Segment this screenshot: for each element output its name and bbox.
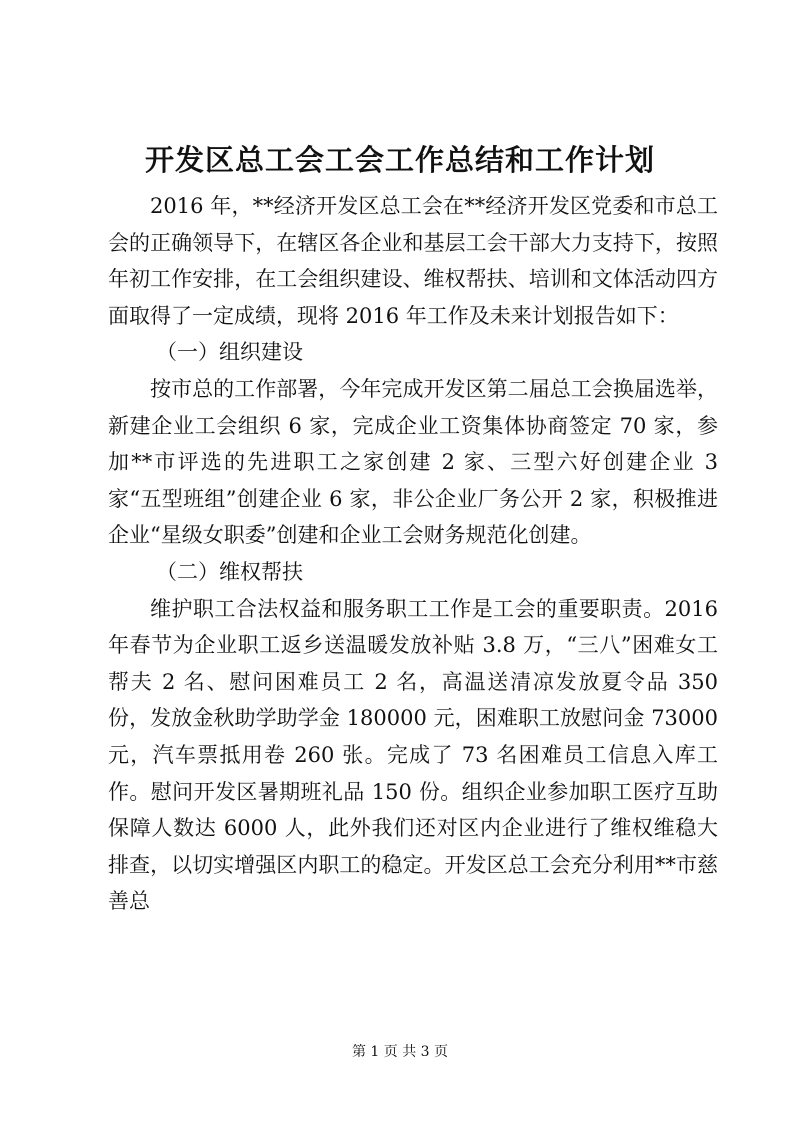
page-number-footer: 第 1 页 共 3 页 [351, 1044, 449, 1060]
section-heading-organization: （一）组织建设 [156, 340, 303, 365]
section-heading-rights-support: （二）维权帮扶 [156, 559, 303, 584]
intro-paragraph: 2016 年，**经济开发区总工会在**经济开发区党委和市总工会的正确领导下，在辖区各企业和基层工会干部大力支持下，按照年初工作安排，在工会组织建设、维权帮扶、培训和文体活动四方面取得了一定成绩，现将 2016 年工作及未来计划报告如下： [108, 194, 718, 328]
document-title: 开发区总工会工会工作总结和工作计划 [144, 143, 655, 177]
document-body [108, 188, 718, 920]
section-paragraph-organization: 按市总的工作部署，今年完成开发区第二届总工会换届选举，新建企业工会组织 6 家，完成企业工资集体协商签定 70 家，参加**市评选的先进职工之家创建 2 家、三型六好创建企业 3 家“五型班组”创建企业 6 家，非公企业厂务公开 2 家，积极推进企业“星级女职委”创建和企业工会财务规范化创建。 [108, 376, 718, 548]
section-paragraph-rights-support: 维护职工合法权益和服务职工工作是工会的重要职责。2016 年春节为企业职工返乡送温暖发放补贴 3.8 万，“三八”困难女工帮夫 2 名、慰问困难员工 2 名，高温送清凉发放夏令品 350 份，发放金秋助学助学金 180000 元，困难职工放慰问金 73000 元，汽车票抵用卷 260 张。完成了 73 名困难员工信息入库工作。慰问开发区暑期班礼品 150 份。组织企业参加职工医疗互助保障人数达 6000 人，此外我们还对区内企业进行了维权维稳大排查，以切实增强区内职工的稳定。开发区总工会充分利用**市慈善总 [108, 596, 718, 914]
